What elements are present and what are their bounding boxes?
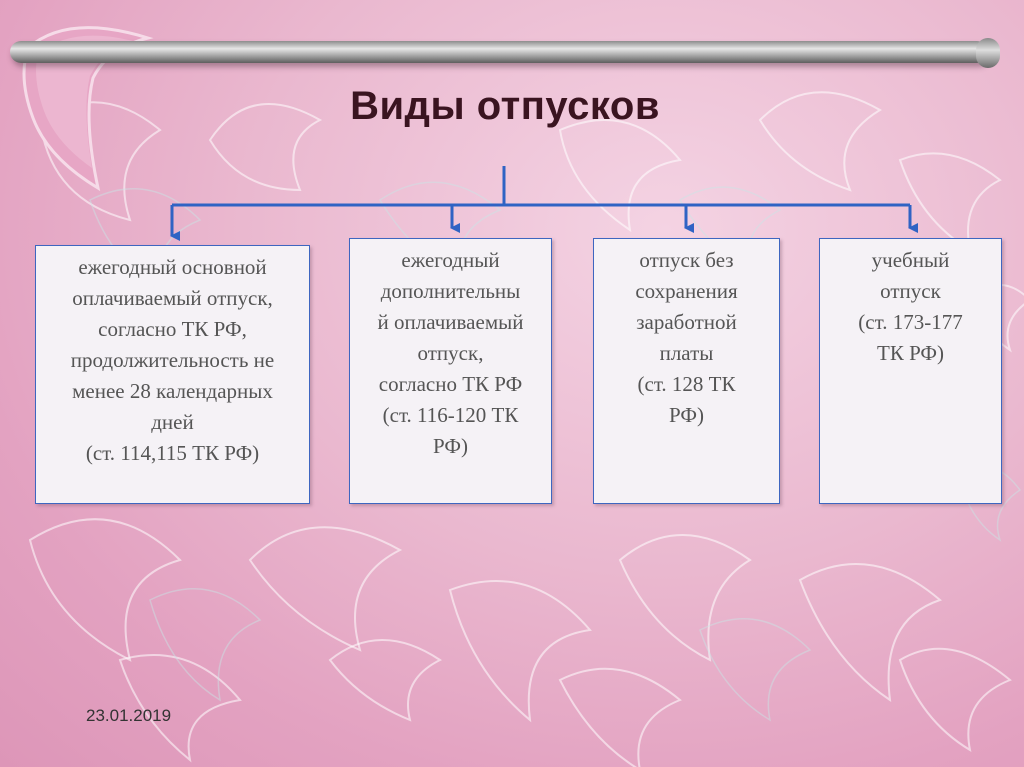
box-text-line: платы xyxy=(659,341,714,365)
box-text-line: ежегодный основной xyxy=(78,255,267,279)
box-text-line: согласно ТК РФ, xyxy=(98,317,247,341)
leave-type-box-study xyxy=(819,238,1002,504)
box-text-line: РФ) xyxy=(433,434,468,458)
slide-date: 23.01.2019 xyxy=(86,706,172,725)
slide-title: Виды отпусков xyxy=(350,84,660,128)
box-text-line: оплачиваемый отпуск, xyxy=(72,286,273,310)
box-text-line: (ст. 128 ТК xyxy=(637,372,736,396)
box-text-line: отпуск xyxy=(880,279,941,303)
box-text-line: (ст. 114,115 ТК РФ) xyxy=(85,441,260,465)
leave-type-box-annual-additional xyxy=(349,238,552,504)
box-text-line: отпуск без xyxy=(639,248,734,272)
box-text-line: РФ) xyxy=(669,403,704,427)
leave-type-box-unpaid xyxy=(593,238,780,504)
box-text-line: учебный xyxy=(871,248,950,272)
connector-trunk xyxy=(452,166,504,205)
box-text-line: заработной xyxy=(636,310,737,334)
box-text-line: (ст. 173-177 xyxy=(858,310,963,334)
box-text-line: й оплачиваемый xyxy=(377,310,524,334)
box-text-line: согласно ТК РФ xyxy=(378,372,523,396)
box-text-line: отпуск, xyxy=(417,341,484,365)
box-text-line: продолжительность не xyxy=(70,348,275,372)
leave-type-box-annual-basic xyxy=(35,245,310,504)
box-text-line: менее 28 календарных xyxy=(72,379,273,403)
box-text-line: сохранения xyxy=(635,279,738,303)
box-text-line: (ст. 116-120 ТК xyxy=(382,403,519,427)
box-text-line: дополнительны xyxy=(380,279,521,303)
box-text-line: ежегодный xyxy=(401,248,500,272)
box-text-line: дней xyxy=(151,410,194,434)
box-text-line: ТК РФ) xyxy=(877,341,944,365)
